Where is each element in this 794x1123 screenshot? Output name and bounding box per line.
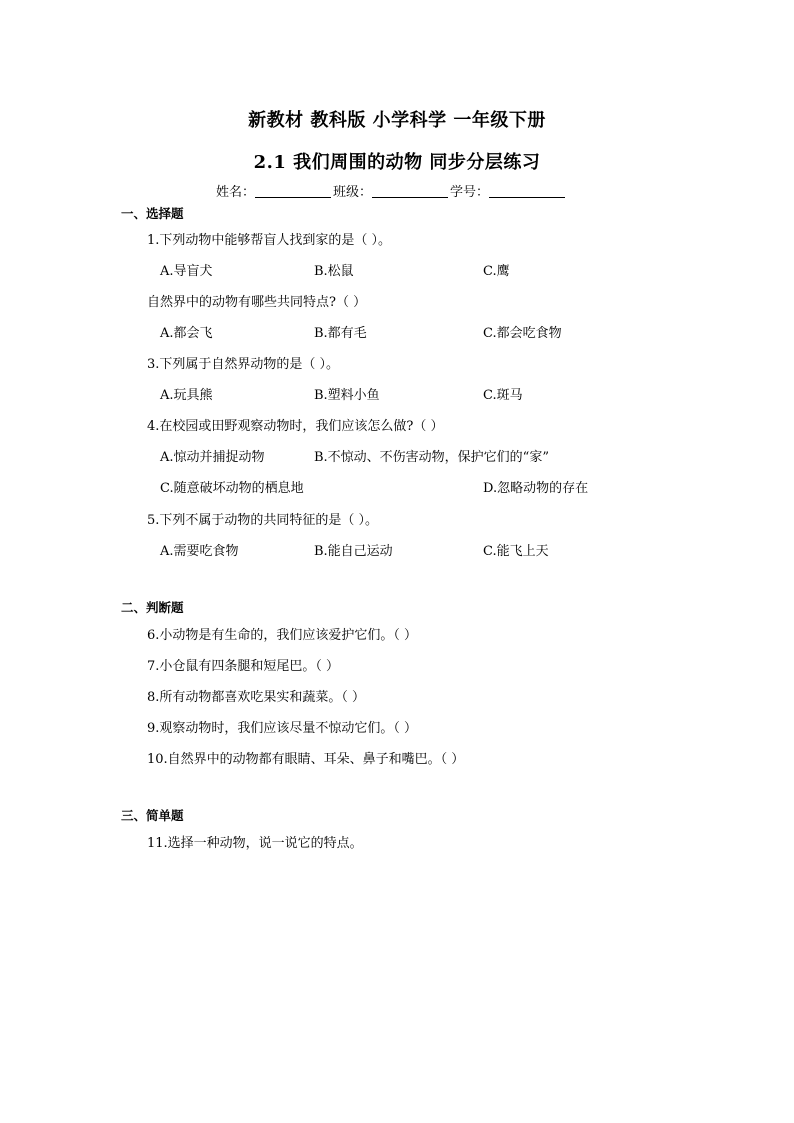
question-9: 9.观察动物时，我们应该尽量不惊动它们。（ ） <box>147 721 418 736</box>
q1-option-c: C.鹰 <box>483 264 510 279</box>
question-6: 6.小动物是有生命的，我们应该爱护它们。（ ） <box>147 628 418 643</box>
lesson-subtitle: 2.1 我们周围的动物 同步分层练习 <box>253 152 541 173</box>
question-5: 5.下列不属于动物的共同特征的是（ ）。 <box>147 513 379 528</box>
question-4: 4.在校园或田野观察动物时，我们应该怎么做?（ ） <box>147 419 444 434</box>
name-label: 姓名： <box>216 185 256 200</box>
question-8: 8.所有动物都喜欢吃果实和蔬菜。（ ） <box>147 690 366 705</box>
q2-option-c: C.都会吃食物 <box>483 326 562 341</box>
question-2: 自然界中的动物有哪些共同特点?（ ） <box>147 295 367 310</box>
question-11: 11.选择一种动物，说一说它的特点。 <box>147 836 363 851</box>
q3-option-a: A.玩具熊 <box>160 388 213 403</box>
question-10: 10.自然界中的动物都有眼睛、耳朵、鼻子和嘴巴。（ ） <box>147 752 465 767</box>
student-info-line <box>216 181 567 200</box>
id-label: 学号： <box>450 185 490 200</box>
q4-option-c: C.随意破坏动物的栖息地 <box>160 481 304 496</box>
id-blank[interactable] <box>489 184 565 198</box>
q5-option-c: C.能飞上天 <box>483 544 549 559</box>
section-heading-choice: 一、选择题 <box>121 206 184 221</box>
q2-option-b: B.都有毛 <box>314 326 367 341</box>
q3-option-c: C.斑马 <box>483 388 523 403</box>
q1-option-b: B.松鼠 <box>314 264 354 279</box>
question-1: 1.下列动物中能够帮盲人找到家的是（ ）。 <box>147 233 392 248</box>
q1-option-a: A.导盲犬 <box>160 264 213 279</box>
section-heading-short: 三、简单题 <box>121 808 184 823</box>
class-label: 班级： <box>333 185 373 200</box>
q4-option-b: B.不惊动、不伤害动物，保护它们的“家” <box>314 450 549 465</box>
section-heading-judge: 二、判断题 <box>121 600 184 615</box>
q5-option-a: A.需要吃食物 <box>160 544 239 559</box>
q4-option-a: A.惊动并捕捉动物 <box>160 450 265 465</box>
worksheet-title: 新教材 教科版 小学科学 一年级下册 <box>248 110 546 131</box>
q5-option-b: B.能自己运动 <box>314 544 393 559</box>
question-3: 3.下列属于自然界动物的是（ ）。 <box>147 357 340 372</box>
q3-option-b: B.塑料小鱼 <box>314 388 380 403</box>
q4-option-d: D.忽略动物的存在 <box>483 481 589 496</box>
question-7: 7.小仓鼠有四条腿和短尾巴。（ ） <box>147 659 340 674</box>
q2-option-a: A.都会飞 <box>160 326 213 341</box>
name-blank[interactable] <box>255 184 331 198</box>
class-blank[interactable] <box>372 184 448 198</box>
